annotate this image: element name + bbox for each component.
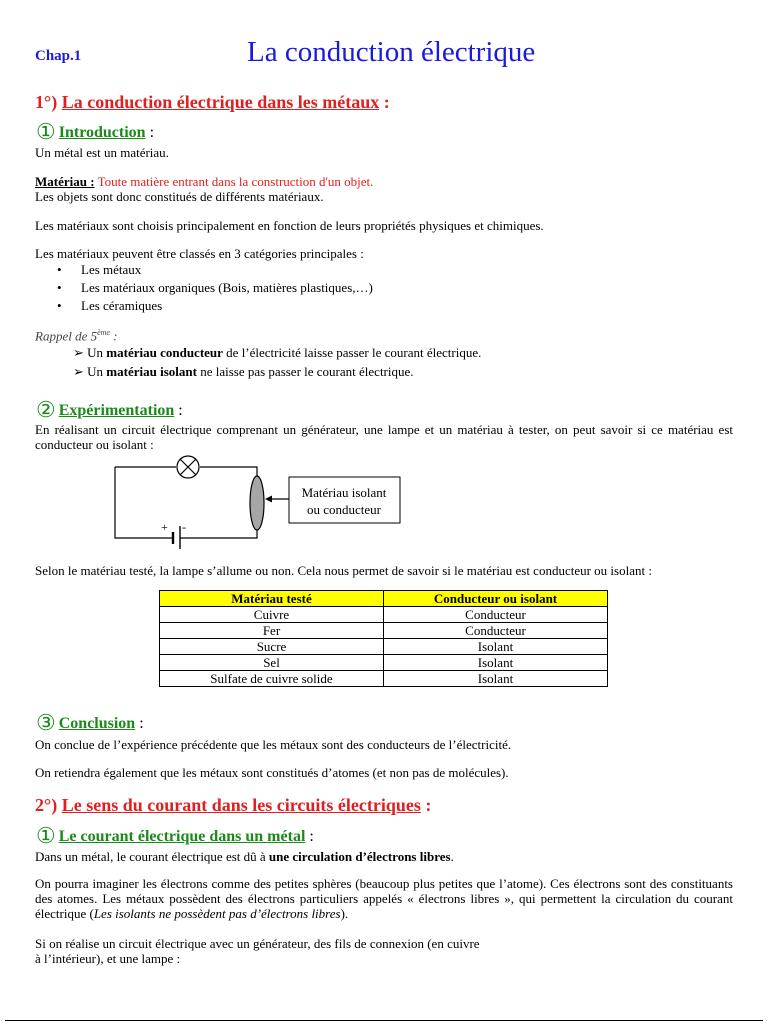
courant-metal-heading (36, 823, 314, 849)
courant-metal-line-1: Dans un métal, le courant électrique est dû à une circulation d’électrons libres. (35, 849, 454, 864)
page-bottom-rule (5, 1020, 763, 1021)
list-item: • Les matériaux organiques (Bois, matières plastiques,…) (57, 280, 373, 295)
table-row: Sel Isolant (160, 655, 608, 671)
material-sample-icon (250, 476, 264, 530)
intro-heading (36, 119, 154, 145)
courant-metal-paragraph-2: On pourra imaginer les électrons comme des petites sphères (beaucoup plus petites que l’atome). Ces électrons sont des constituants des atomes. Les métaux possèdent des électrons particuliers appelés « électrons libres », qui permettent la circulation du courant électrique (Les isolants ne possèdent pas d’électrons libres). (35, 876, 733, 921)
section-2-title: Le sens du courant dans les circuits électriques (61, 795, 421, 815)
arrow-icon: ➢ (73, 364, 84, 379)
chapter-label: Chap.1 (35, 48, 82, 64)
table-row: Cuivre Conducteur (160, 607, 608, 623)
section-2-colon: : (420, 795, 432, 815)
circled-two-icon: ② (36, 397, 56, 422)
conclusion-colon: : (135, 715, 144, 732)
bullet-icon: • (57, 298, 62, 313)
arrow-icon: ➢ (73, 345, 84, 360)
list-item: • Les métaux (57, 262, 142, 277)
material-label-line-2: ou conducteur (306, 502, 382, 517)
bullet-icon: • (57, 262, 62, 277)
section-1-title: La conduction électrique dans les métaux (61, 92, 380, 112)
intro-line-4: Les matériaux peuvent être classés en 3 catégories principales : (35, 246, 364, 261)
rappel-label: Rappel de 5ème : (35, 328, 118, 344)
categories-list (35, 261, 373, 315)
section-1-heading (35, 92, 390, 113)
circuit-diagram (100, 452, 430, 552)
circled-one-icon: ① (36, 823, 56, 848)
courant-metal-title: Le courant électrique dans un métal (58, 828, 306, 845)
circuit-wire (200, 467, 257, 480)
section-1-colon: : (379, 92, 390, 112)
table-header-row (160, 591, 608, 607)
experimentation-heading (36, 397, 183, 423)
materiau-definition (35, 174, 373, 189)
intro-line-2: Les objets sont donc constitués de différents matériaux. (35, 189, 324, 204)
courant-metal-paragraph-3: Si on réalise un circuit électrique avec un générateur, des fils de connexion (en cuivre à l’intérieur), et une lampe : (35, 936, 480, 966)
materiau-label: Matériau : (35, 174, 95, 189)
courant-metal-colon: : (305, 828, 314, 845)
rappel-item-1: ➢ Un matériau conducteur de l’électricité laisse passer le courant électrique. (73, 345, 482, 360)
table-row: Sulfate de cuivre solide Isolant (160, 671, 608, 687)
experimentation-title: Expérimentation (58, 402, 175, 419)
rappel-item-2: ➢ Un matériau isolant ne laisse pas passer le courant électrique. (73, 364, 414, 379)
table-header-cell: Matériau testé (160, 591, 384, 607)
pointer-arrowhead-icon (265, 496, 272, 503)
table-header-cell: Conducteur ou isolant (384, 591, 608, 607)
experimentation-colon: : (174, 402, 183, 419)
table-row: Sucre Isolant (160, 639, 608, 655)
battery-minus-label: - (182, 520, 186, 534)
page-title: La conduction électrique (247, 36, 536, 68)
experimentation-after: Selon le matériau testé, la lampe s’allume ou non. Cela nous permet de savoir si le matériau est conducteur ou isolant : (35, 563, 652, 578)
conclusion-heading (36, 710, 144, 736)
list-item: • Les céramiques (57, 298, 163, 313)
section-1-number: 1°) (35, 92, 58, 112)
circled-three-icon: ③ (36, 710, 56, 735)
intro-colon: : (145, 124, 155, 141)
section-2-heading (35, 795, 431, 816)
intro-line-3: Les matériaux sont choisis principalement en fonction de leurs propriétés physiques et chimiques. (35, 218, 544, 233)
bullet-icon: • (57, 280, 62, 295)
intro-title: Introduction (58, 124, 146, 141)
experimentation-paragraph: En réalisant un circuit électrique comprenant un générateur, une lampe et un matériau à tester, on peut savoir si ce matériau est conducteur ou isolant : (35, 422, 733, 452)
results-table (159, 590, 608, 687)
battery-plus-label: + (161, 520, 168, 534)
lamp-icon (177, 456, 199, 478)
table-row: Fer Conducteur (160, 623, 608, 639)
battery-icon (173, 526, 180, 549)
intro-line-1: Un métal est un matériau. (35, 145, 169, 160)
circuit-wire (180, 530, 257, 538)
conclusion-title: Conclusion (58, 715, 136, 732)
section-2-number: 2°) (35, 795, 58, 815)
conclusion-line-1: On conclue de l’expérience précédente que les métaux sont des conducteurs de l’électricité. (35, 737, 512, 752)
material-label-line-1: Matériau isolant (301, 485, 387, 500)
circled-one-icon: ① (36, 119, 56, 144)
conclusion-line-2: On retiendra également que les métaux sont constitués d’atomes (et non pas de molécules). (35, 765, 509, 780)
materiau-def-text: Toute matière entrant dans la construction d'un objet. (94, 174, 374, 189)
